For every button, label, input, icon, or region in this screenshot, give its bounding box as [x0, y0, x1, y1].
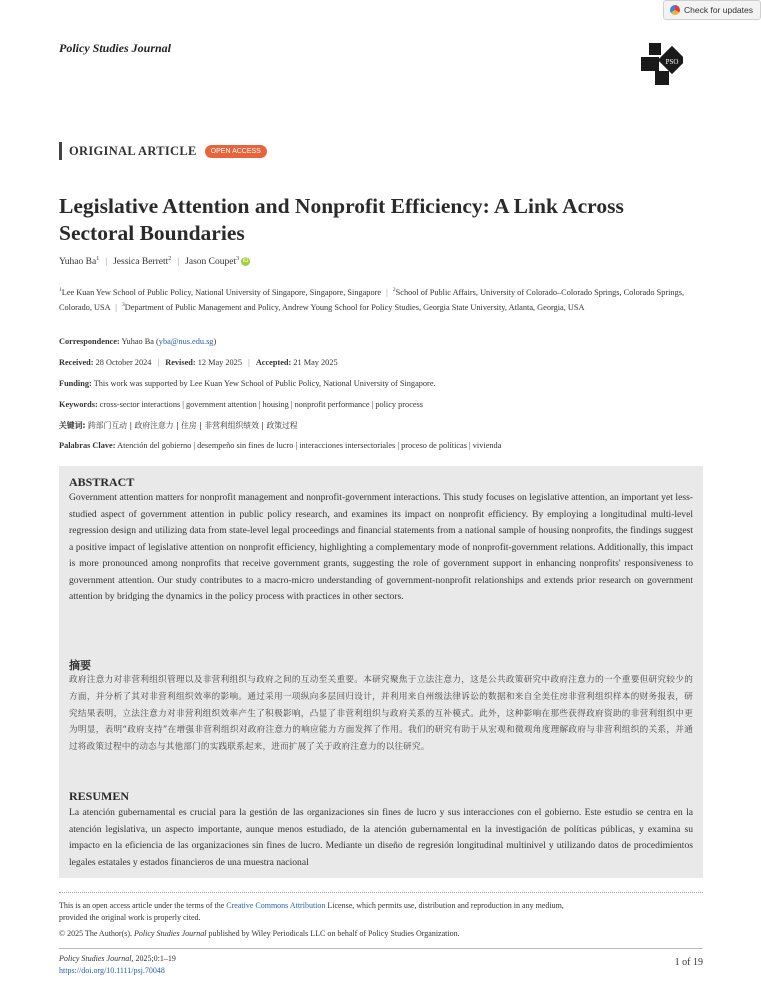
license-note: This is an open access article under the terms of the Creative Commons Attribution License, which permits use, distribution and reproduction in any medium,: [59, 901, 564, 910]
pso-logo-icon: [641, 43, 683, 85]
check-for-updates-label: Check for updates: [684, 5, 753, 15]
page-footer-divider: [59, 948, 703, 949]
author-list: Yuhao Ba$^1$ | Jessica Berrett$^2$ | Jason Coupet$^3$ iD: [59, 256, 249, 268]
citation: Policy Studies Journal, 2025;0:1–19 https://doi.org/10.1111/psj.70048: [59, 954, 176, 975]
orcid-icon[interactable]: iD: [242, 258, 249, 265]
crossmark-icon: [670, 5, 680, 15]
license-note-line2: provided the original work is properly cited.: [59, 913, 201, 922]
open-access-badge: OPEN ACCESS: [205, 145, 267, 158]
abstract-text: Government attention matters for nonprofit management and nonprofit-government interactions. This study focuses on legislative attention, an important yet less-studied aspect of government attention in public policy research, and examines its impact on nonprofit efficiency. By employing a longitudinal multi-level regression design and utilizing data from state-level legal proceedings and financial statements from a national sample of housing nonprofits, the findings suggest a positive impact of legislative attention on nonprofit efficiency, highlighting a complementary mode of nonprofit-government relations. Additionally, this impact is more pronounced among nonprofits that receive government grants, suggesting the role of government support in enhancing nonprofits' responsiveness to government attention. Our study contributes to a macro-micro understanding of government-nonprofit relationships and extends prior research on government attention by bridging the dynamics in the policy process with practices in other sectors.: [69, 492, 693, 602]
keywords: Keywords: cross-sector interactions | government attention | housing | nonprofit performance | policy process: [59, 400, 424, 409]
email-link[interactable]: yba@nus.edu.sg: [158, 337, 214, 346]
abstract-es-text: La atención gubernamental es crucial para la gestión de las organizaciones sin fines de lucro y sus interacciones con el gobierno. Este estudio se centra en la atención legislativa, un aspecto importante, aunque menos estudiado, de la atención gubernamental en la investigación de políticas públicas, y examina su impacto en la eficiencia de las organizaciones sin fines de lucro. Mediante un diseño de regresión longitudinal multinivel y utilizando datos de procedimientos legales estatales y estados financieros de una muestra nacional: [69, 807, 693, 868]
funding: Funding: This work was supported by Lee Kuan Yew School of Public Policy, National University of Singapore.: [59, 379, 436, 388]
affiliations: $^1$Lee Kuan Yew School of Public Policy, National University of Singapore, Singapore, Singapore | $^2$School of Public Affairs, University of Colorado–Colorado Springs, Colorado Springs, Colorado, USA | $^3$Department of Public Management and Policy, Andrew Young School for Policy Studies, Georgia State University, Atlanta, Georgia, USA: [59, 287, 685, 313]
article-type-row: [59, 141, 267, 161]
author-name[interactable]: Jessica Berrett$^2$: [113, 256, 172, 268]
copyright-note: © 2025 The Author(s). Policy Studies Journal published by Wiley Periodicals LLC on behalf of Policy Studies Organization.: [59, 929, 460, 938]
footer-divider: [59, 892, 703, 893]
abstract-zh-heading: 摘要: [69, 659, 91, 672]
doi-link[interactable]: https://doi.org/10.1111/psj.70048: [59, 966, 165, 975]
author-name[interactable]: Jason Coupet$^3$: [185, 256, 240, 268]
article-type: ORIGINAL ARTICLE: [69, 143, 197, 158]
pso-logo-text: PSO: [665, 58, 679, 66]
author-name[interactable]: Yuhao Ba$^1$: [59, 256, 100, 268]
check-for-updates-button[interactable]: [663, 0, 761, 20]
keywords-zh: 关键词: 跨部门互动 | 政府注意力 | 住房 | 非营利组织绩效 | 政策过程: [59, 421, 298, 430]
abstract-heading: ABSTRACT: [69, 475, 135, 489]
dates: Received: 28 October 2024 | Revised: 12 May 2025 | Accepted: 21 May 2025: [59, 358, 338, 367]
abstract-zh-text: 政府注意力对非营利组织管理以及非营利组织与政府之间的互动至关重要。本研究聚焦于立法注意力，这是公共政策研究中政府注意力的一个重要但研究较少的方面，并分析了其对非营利组织效率的影响。通过采用一项纵向多层回归设计，并利用来自州级法律诉讼的数据和来自全美住房非营利组织样本的财务报表，研究结果表明，立法注意力对非营利组织效率产生了积极影响，凸显了非营利组织与政府关系的互补模式。此外，这种影响在那些获得政府资助的非营利组织中更为明显，表明“政府支持”在增强非营利组织对政府注意力的响应能力方面发挥了作用。我们的研究有助于从宏观和微观角度理解政府与非营利组织的关系，并通过将政策过程中的动态与其他部门的实践联系起来，进而扩展了关于政府注意力的以往研究。: [69, 675, 693, 753]
abstract-box: [59, 466, 703, 878]
keywords-es: Palabras Clave: Atención del gobierno | desempeño sin fines de lucro | interacciones intersectoriales | proceso de políticas | vivienda: [59, 441, 502, 450]
page-number: 1 of 19: [674, 957, 703, 968]
article-type-bar: [59, 142, 62, 160]
correspondence: Correspondence: Yuhao Ba (yba@nus.edu.sg): [59, 337, 217, 346]
abstract-es-heading: RESUMEN: [69, 789, 130, 803]
cc-license-link[interactable]: Creative Commons Attribution: [226, 901, 326, 910]
journal-name: Policy Studies Journal: [59, 41, 172, 55]
article-title: Legislative Attention and Nonprofit Efficiency: A Link Across Sectoral Boundaries: [59, 194, 624, 245]
